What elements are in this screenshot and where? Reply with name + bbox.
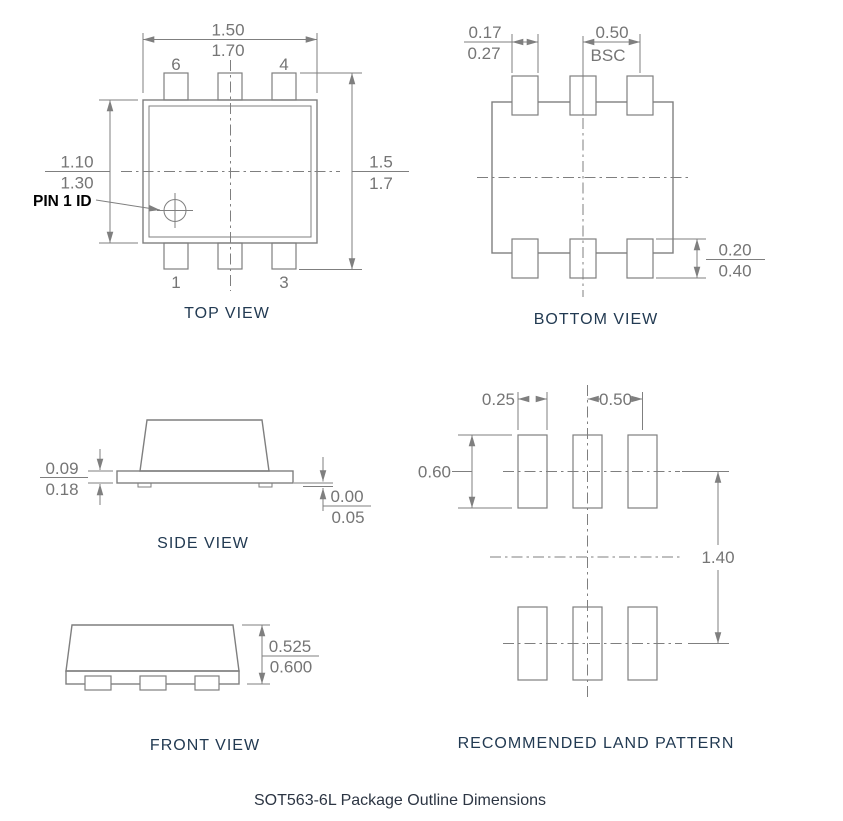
dim-text: 1.50 xyxy=(211,20,245,40)
dim-text: 1.40 xyxy=(701,548,735,567)
land-pattern xyxy=(418,385,735,752)
dim-text: 1.70 xyxy=(211,41,245,60)
dim-text: 1.10 xyxy=(60,152,94,172)
body-outline xyxy=(66,625,239,671)
dim-text: 1.7 xyxy=(369,174,393,193)
dim-lead-thickness xyxy=(40,449,113,505)
dim-text: 0.40 xyxy=(718,261,752,281)
dim-text: 0.18 xyxy=(45,480,79,499)
dim-land-pad-width xyxy=(482,390,547,430)
dim-text: 0.50 xyxy=(598,390,633,409)
pad-rect xyxy=(140,676,166,690)
pad-rect xyxy=(627,76,653,115)
dim-text: 0.20 xyxy=(718,240,752,260)
pad-rect xyxy=(512,239,538,278)
pin-number: 3 xyxy=(279,273,289,292)
dim-height xyxy=(242,625,319,684)
view-label: RECOMMENDED LAND PATTERN xyxy=(457,735,735,752)
bottom-view xyxy=(464,23,765,328)
dim-pad-width xyxy=(464,23,538,73)
pin-number: 6 xyxy=(171,55,181,74)
pad-rect xyxy=(627,239,653,278)
view-label: BOTTOM VIEW xyxy=(533,311,659,328)
dim-text: 0.09 xyxy=(45,459,79,478)
top-view xyxy=(33,21,409,323)
pin-rect xyxy=(272,73,296,100)
dim-text: 0.27 xyxy=(467,44,501,63)
view-label: FRONT VIEW xyxy=(149,737,261,754)
dim-text: BSC xyxy=(590,46,626,65)
dim-text: 0.50 xyxy=(595,23,629,42)
front-view xyxy=(66,625,319,754)
front-view-pads xyxy=(85,676,219,690)
side-view xyxy=(40,420,371,552)
pin1-leader-line xyxy=(96,200,160,210)
pin1-marker xyxy=(96,193,193,228)
dim-text: 0.05 xyxy=(331,508,365,527)
dim-standoff xyxy=(294,457,371,527)
dim-pitch xyxy=(583,23,640,73)
pin-number: 4 xyxy=(279,55,289,74)
dim-text: 1.30 xyxy=(60,173,94,193)
view-label: SIDE VIEW xyxy=(157,535,249,552)
body-outline xyxy=(140,420,269,471)
pin-rect xyxy=(272,243,296,269)
pad-rect xyxy=(512,76,538,115)
dim-text: 0.525 xyxy=(268,637,312,656)
pin-number: 1 xyxy=(171,273,181,292)
pin-rect xyxy=(164,243,188,269)
drawing-caption: SOT563-6L Package Outline Dimensions xyxy=(254,792,546,809)
dim-text: 0.17 xyxy=(468,23,502,42)
dim-text: 0.600 xyxy=(269,657,313,677)
dim-text: 0.00 xyxy=(330,487,364,506)
dim-text: 0.60 xyxy=(417,462,451,482)
dim-land-pitch xyxy=(588,390,643,430)
dim-text: 1.5 xyxy=(369,152,393,172)
dim-land-pad-height xyxy=(418,435,512,508)
dim-text: 0.25 xyxy=(481,390,515,409)
pin-rect xyxy=(164,73,188,100)
dim-land-row-spacing xyxy=(682,472,735,644)
lead-strip xyxy=(117,471,293,483)
pin1-callout-label: PIN 1 ID xyxy=(33,193,92,210)
pad-rect xyxy=(85,676,111,690)
view-label: TOP VIEW xyxy=(184,305,270,322)
pad-rect xyxy=(195,676,219,690)
